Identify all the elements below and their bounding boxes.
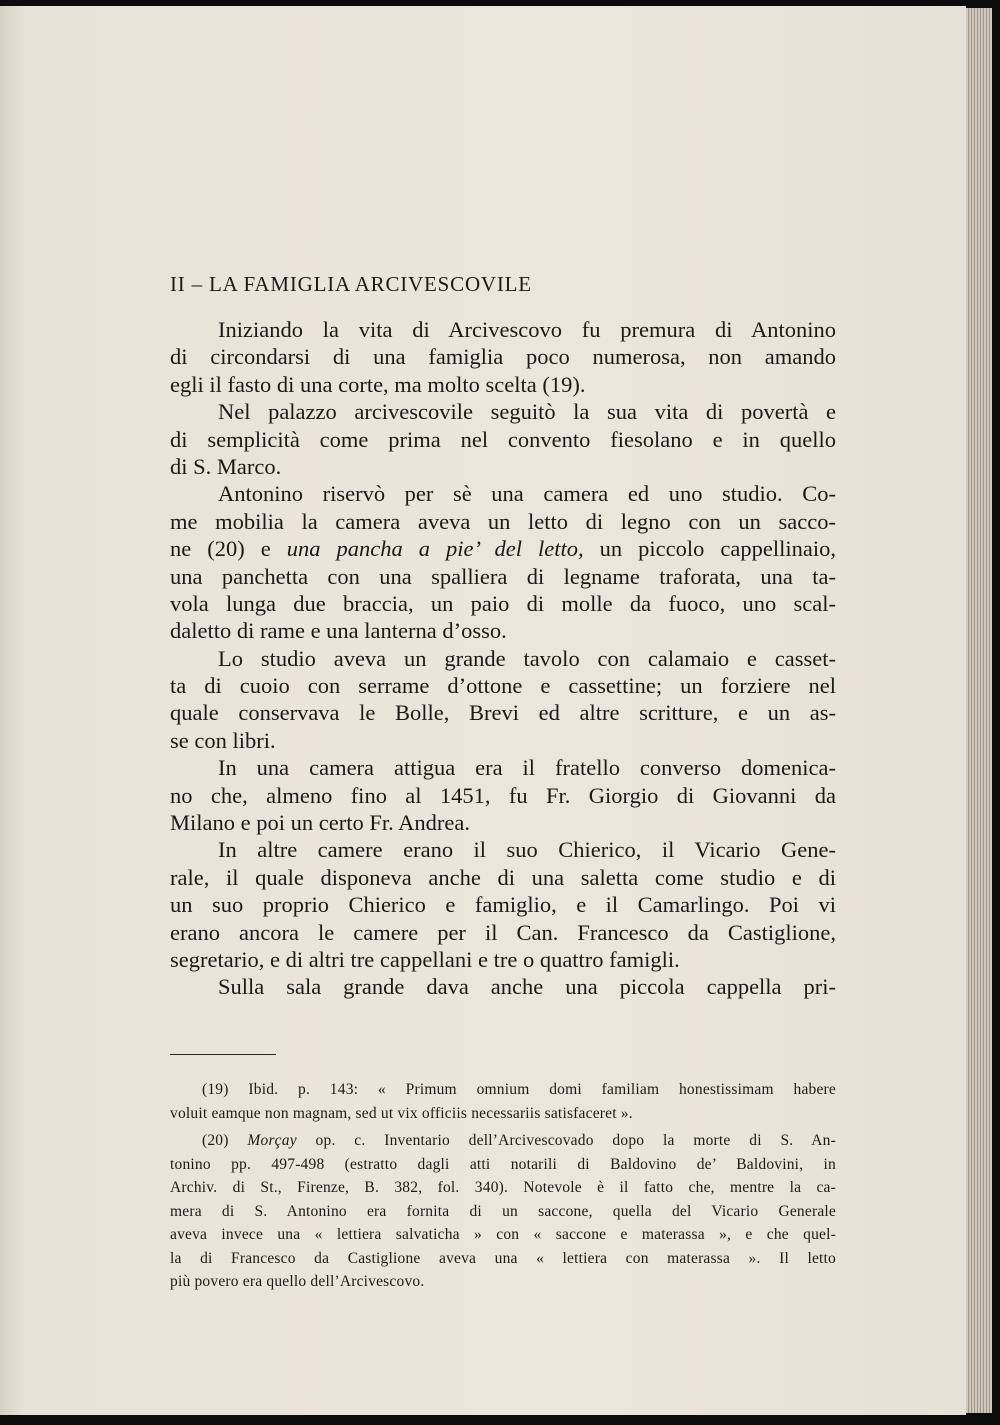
body-line: se con libri.: [170, 727, 276, 753]
body-line: segretario, e di altri tre cappellani e tre o quattro famigli.: [170, 946, 680, 972]
body-line: Iniziando la vita di Arcivescovo fu premura di Antonino: [218, 317, 836, 342]
section-heading: II – LA FAMIGLIA ARCIVESCOVILE: [170, 272, 532, 296]
body-line-part: ne (20) e: [170, 536, 287, 562]
body-line: vola lunga due braccia, un paio di molle da fuoco, uno scal-: [170, 590, 836, 616]
body-line: me mobilia la camera aveva un letto di legno con un sacco-: [170, 508, 836, 534]
footnote-line: tonino pp. 497-498 (estratto dagli atti notarili di Baldovino de’ Baldovini, in: [170, 1155, 836, 1173]
footnote-line: la di Francesco da Castiglione aveva una « lettiera con materassa ». Il letto: [170, 1249, 836, 1267]
body-line: Lo studio aveva un grande tavolo con calamaio e casset-: [218, 645, 836, 671]
body-line: In altre camere erano il suo Chierico, il Vicario Gene-: [218, 837, 836, 863]
footnote-line: (19) Ibid. p. 143: « Primum omnium domi familiam honestissimam habere: [202, 1081, 836, 1098]
page-stack-edge: [966, 8, 992, 1413]
body-line: rale, il quale disponeva anche di una saletta come studio e di: [170, 864, 836, 890]
body-line: un suo proprio Chierico e famiglio, e il Camarlingo. Poi vi: [170, 892, 836, 918]
footnote-line: Archiv. di St., Firenze, B. 382, fol. 340). Notevole è il fatto che, mentre la ca-: [170, 1179, 836, 1196]
footnotes: [170, 1078, 836, 1294]
footnote-line: più povero era quello dell’Arcivescovo.: [170, 1273, 425, 1290]
footnote-line: aveva invece una « lettiera salvaticha » con « saccone e materassa », e che quel-: [170, 1226, 836, 1243]
footnote-line: voluit eamque non magnam, sed ut vix officiis necessariis satisfaceret ».: [170, 1104, 633, 1122]
body-line: di S. Marco.: [170, 453, 282, 479]
body-line: Antonino riservò per sè una camera ed uno studio. Co-: [218, 481, 836, 507]
body-line: In una camera attigua era il fratello converso domenica-: [218, 755, 836, 781]
italic-quote: una pancha a pie’ del letto,: [286, 536, 584, 562]
body-line: di circondarsi di una famiglia poco numerosa, non amando: [170, 344, 836, 370]
footnote-number: (20): [202, 1132, 248, 1149]
footnote-line-part: op. c. Inventario dell’Arcivescovado dopo la morte di S. An-: [296, 1132, 836, 1149]
body-text: [170, 316, 836, 1001]
body-line: erano ancora le camere per il Can. Francesco da Castiglione,: [170, 919, 836, 945]
body-line: Nel palazzo arcivescovile seguitò la sua vita di povertà e: [218, 399, 836, 425]
body-line: egli il fasto di una corte, ma molto scelta (19).: [170, 371, 586, 397]
body-line-part: un piccolo cappellinaio,: [583, 536, 836, 562]
footnote-author: Morçay: [247, 1132, 297, 1149]
footnote-separator: [170, 1054, 276, 1055]
body-line: Sulla sala grande dava anche una piccola cappella pri-: [218, 974, 836, 1000]
body-line: Milano e poi un certo Fr. Andrea.: [170, 810, 470, 836]
body-line: [170, 535, 836, 562]
body-line: una panchetta con una spalliera di legname traforata, una ta-: [170, 563, 836, 589]
body-line: ta di cuoio con serrame d’ottone e cassettine; un forziere nel: [170, 673, 836, 699]
body-line: quale conservava le Bolle, Brevi ed altre scritture, e un as-: [170, 700, 836, 726]
body-line: di semplicità come prima nel convento fiesolano e in quello: [170, 426, 836, 452]
body-line: daletto di rame e una lanterna d’osso.: [170, 618, 507, 644]
footnote-line: [170, 1129, 836, 1153]
body-line: no che, almeno fino al 1451, fu Fr. Giorgio di Giovanni da: [170, 782, 836, 808]
footnote-line: mera di S. Antonino era fornita di un saccone, quella del Vicario Generale: [170, 1202, 836, 1220]
